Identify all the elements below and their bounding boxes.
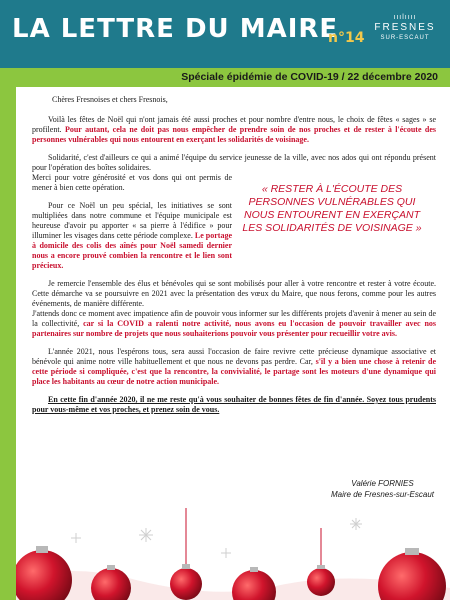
paragraph-4b <box>32 309 436 339</box>
paragraph-4-text: J'attends donc ce moment avec impatience afin de pouvoir vous informer sur les différents projets d'avenir à mener au sein de la collectivité, <box>32 309 436 328</box>
logo-mark-icon: ııılıııı <box>393 14 417 21</box>
logo-subname: SUR-ESCAUT <box>380 35 430 41</box>
signature-block <box>331 478 434 500</box>
paragraph-2a: Solidarité, c'est d'ailleurs ce qui a animé l'équipe du service jeunesse de la ville, avec nos ados qui ont répondu présent pour l'opération des boîtes solidaires. <box>32 153 436 172</box>
signature-name: Valérie FORNIES <box>351 479 414 488</box>
letter-body <box>32 95 436 423</box>
header-banner <box>0 0 450 68</box>
letter-page <box>16 87 450 600</box>
salutation: Chères Fresnoises et chers Fresnois, <box>52 95 168 104</box>
signature-title: Maire de Fresnes-sur-Escaut <box>331 490 434 499</box>
paragraph-3-text: Pour ce Noël un peu spécial, les initiatives se sont multipliées dans notre commune et l'équipe municipale est heureuse d'avoir pu apporter « sa pierre à l'édifice » pour illuminer les visages dans cette période complexe. <box>32 201 232 240</box>
paragraph-1-highlight: Pour autant, cela ne doit pas nous empêcher de prendre soin de nos proches et de rester à l'écoute des personnes vulnérables qui nous entourent en exerçant les solidarités de voisinage. <box>32 125 437 144</box>
town-logo <box>368 14 442 42</box>
paragraph-1 <box>32 115 436 145</box>
paragraph-4a: Je remercie l'ensemble des élus et bénévoles qui se sont mobilisés pour aller à votre rencontre et rester à votre écoute. Cette démarche va se poursuivre en 2021 avec la présentation des vœux du Maire, que nous ferons, comme pour les autres événements, de manière différente. <box>32 279 436 308</box>
paragraph-3-highlight: Le portage à domicile des colis des aînés pour Noël samedi dernier nous a encore prouvé combien la rencontre et le lien sont précieux. <box>32 231 232 270</box>
issue-number: n°14 <box>328 30 365 46</box>
edition-subtitle: Spéciale épidémie de COVID-19 / 22 décembre 2020 <box>181 71 438 83</box>
paragraph-5-text: L'année 2021, nous l'espérons tous, sera aussi l'occasion de faire revivre cette précieuse dynamique associative et bénévole qui anime notre ville habituellement et que nous ne devons pas perdre. Car, <box>32 347 436 366</box>
christmas-baubles-decoration <box>16 508 450 600</box>
paragraph-1-text: Voilà les fêtes de Noël qui n'ont jamais été aussi proches et pour nombre d'entre nous, le choix de fêtes « sages » se profilent. <box>32 115 436 134</box>
logo-name: FRESNES <box>374 22 436 33</box>
closing-paragraph: En cette fin d'année 2020, il ne me reste qu'à vous souhaiter de bonnes fêtes de fin d'année. Soyez tous prudents pour vous-même et vos proches, et prenez soin de vous. <box>32 395 436 414</box>
pull-quote: « RESTER À L'ÉCOUTE DES PERSONNES VULNÉRABLES QUI NOUS ENTOURENT EN EXERÇANT LES SOLIDARITÉS DE VOISINAGE » <box>242 183 422 234</box>
paragraph-5-highlight: s'il y a bien une chose à retenir de cette période si compliquée, c'est que la rencontre, la convivialité, le partage sont les moteurs d'une dynamique qui place les habitants au cœur de notre action municipale. <box>32 357 436 386</box>
paragraph-4-highlight: car si la COVID a ralenti notre activité, nous avons eu l'occasion de pouvoir travailler avec nos partenaires sur nombre de projets que nous souhaiterions pouvoir vous présenter pour recueillir votre avis. <box>32 319 437 338</box>
paragraph-5 <box>32 347 436 387</box>
newsletter-title: LA LETTRE DU MAIRE <box>12 14 339 44</box>
paragraph-2b: Merci pour votre générosité et vos dons qui ont permis de mener à bien cette opération. <box>32 173 232 192</box>
paragraph-3 <box>32 201 232 271</box>
